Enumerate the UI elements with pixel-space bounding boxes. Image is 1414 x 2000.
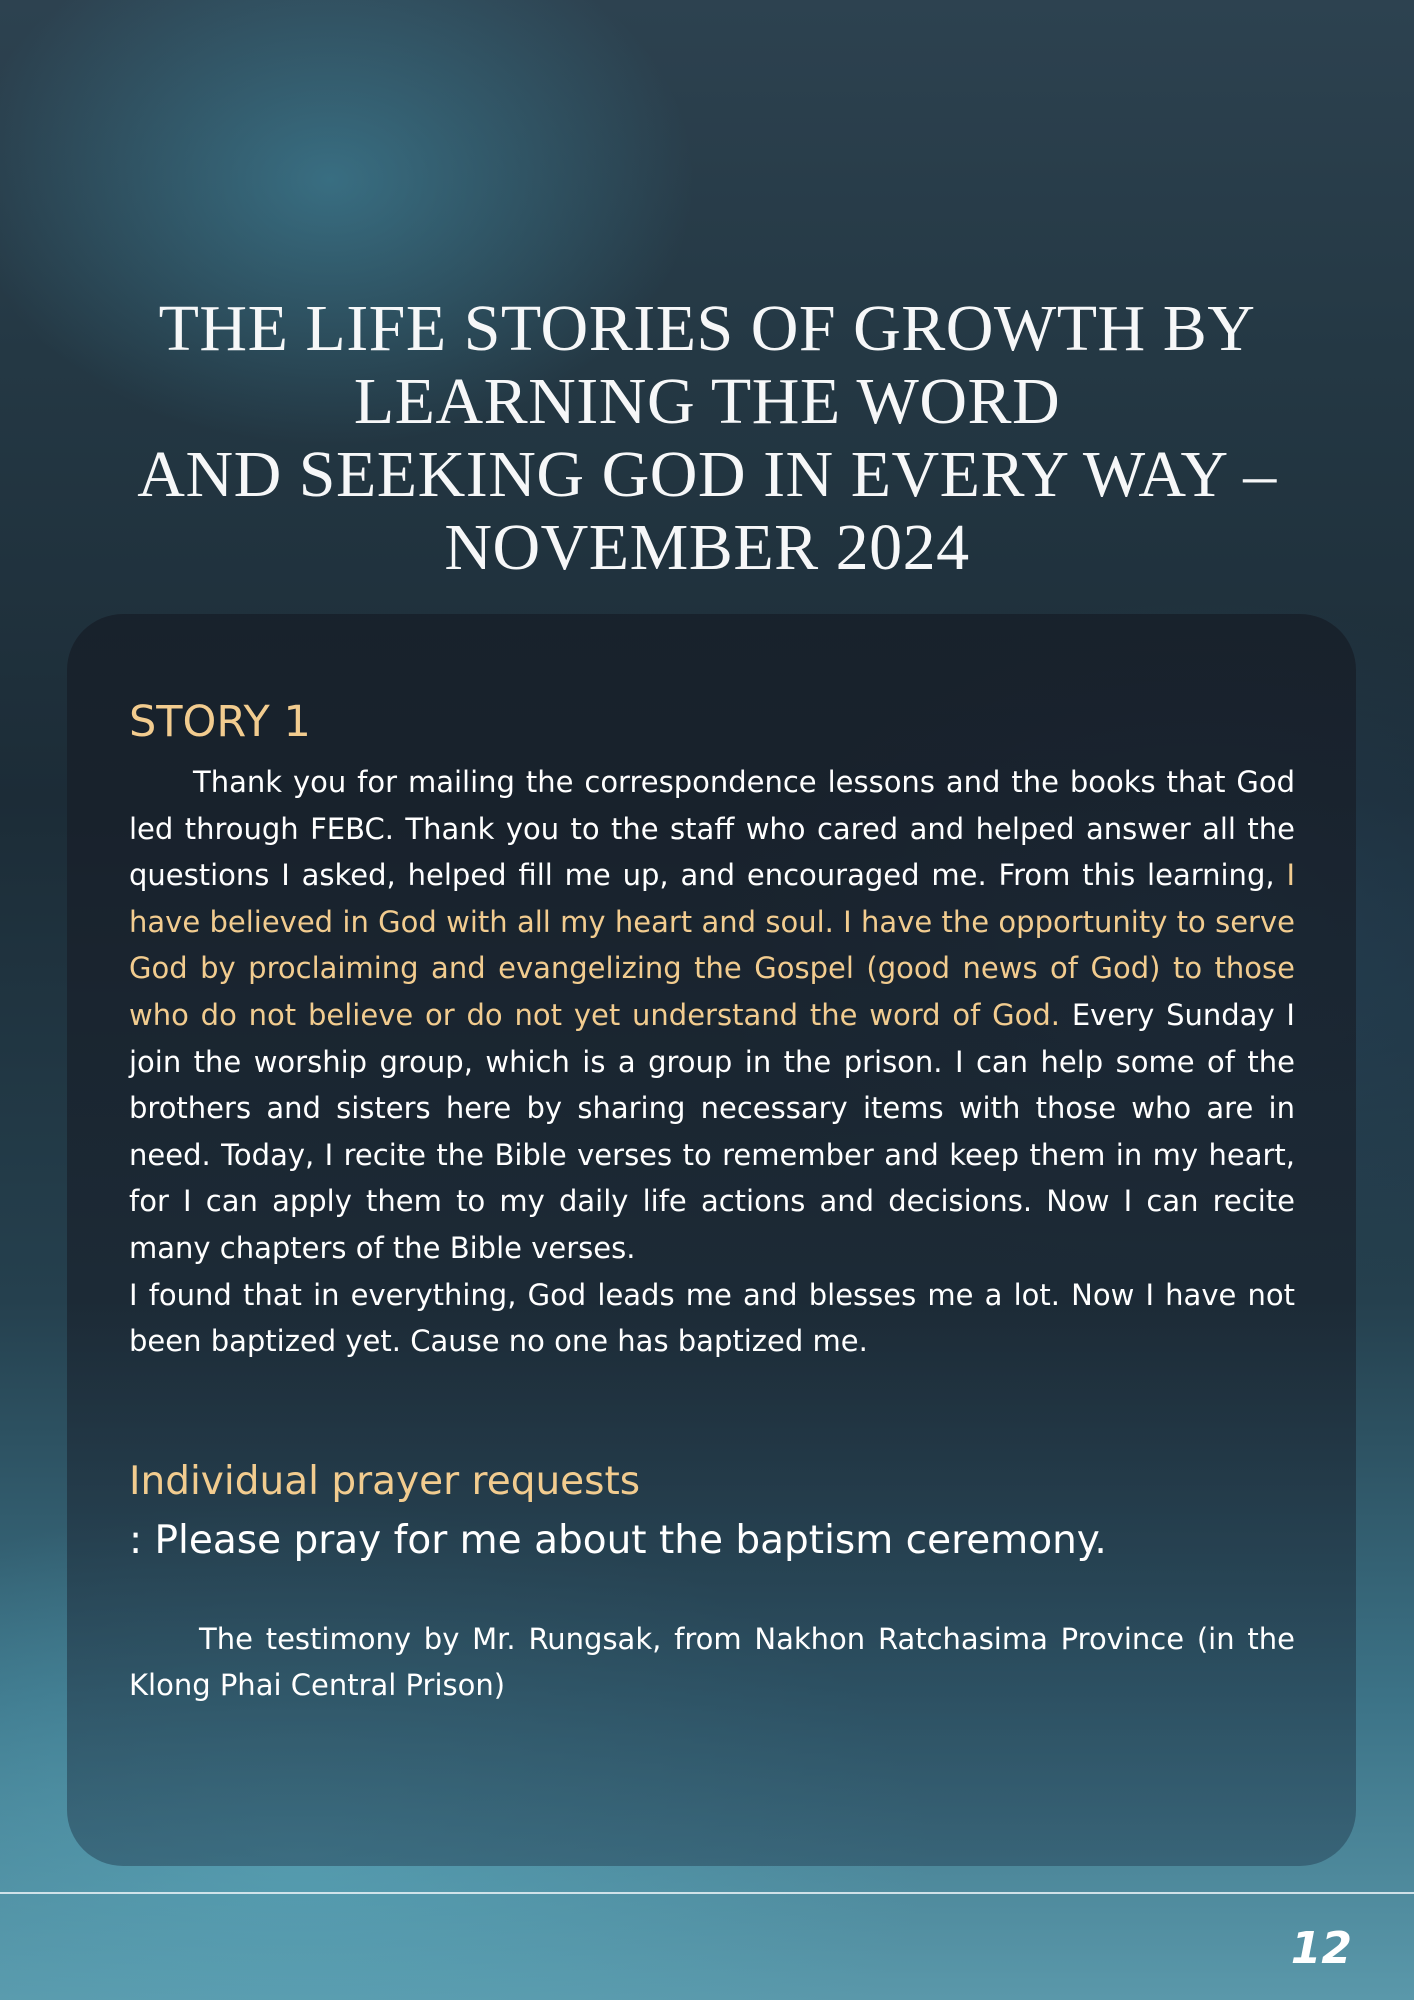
prayer-request: : Please pray for me about the baptism ceremony. bbox=[129, 1518, 1107, 1563]
story-text-after: Every Sunday I join the worship group, which is a group in the prison. I can help some of the brothers and sisters here by sharing necessary items with those who are in need. Today, I recite the Bible verses to remember and keep them in my heart, for I can apply them to my daily life actions and decisions. Now I can recite many chapters of the Bible verses. bbox=[129, 997, 1295, 1265]
title-line-1: THE LIFE STORIES OF GROWTH BY bbox=[158, 292, 1256, 365]
testimony-text: The testimony by Mr. Rungsak, from Nakhon Ratchasima Province (in the Klong Phai Central Prison) bbox=[129, 1622, 1295, 1702]
testimony-attribution bbox=[129, 1616, 1295, 1708]
story-highlight: I have believed in God with all my heart and soul. I have the opportunity to serve God by proclaiming and evangelizing the Gospel (good news of God) to those who do not believe or do not yet understand the word of God. bbox=[129, 858, 1295, 1032]
footer-divider bbox=[0, 1892, 1414, 1894]
page-title bbox=[80, 292, 1334, 584]
story-text-final: I found that in everything, God leads me and blesses me a lot. Now I have not been baptized yet. Cause no one has baptized me. bbox=[129, 1277, 1295, 1359]
title-line-3: AND SEEKING GOD IN EVERY WAY – bbox=[137, 438, 1277, 511]
title-line-2: LEARNING THE WORD bbox=[353, 365, 1061, 438]
story-body bbox=[129, 759, 1295, 1365]
page-number: 12 bbox=[1290, 1923, 1352, 1974]
prayer-heading: Individual prayer requests bbox=[129, 1459, 641, 1504]
story-heading: STORY 1 bbox=[129, 697, 311, 747]
title-line-4: NOVEMBER 2024 bbox=[444, 511, 970, 584]
story-text-before: Thank you for mailing the correspondence lessons and the books that God led through FEBC. Thank you to the staff who cared and helped answer all the questions I asked, helped fill me up, and encouraged me. From this learning, bbox=[129, 765, 1295, 893]
